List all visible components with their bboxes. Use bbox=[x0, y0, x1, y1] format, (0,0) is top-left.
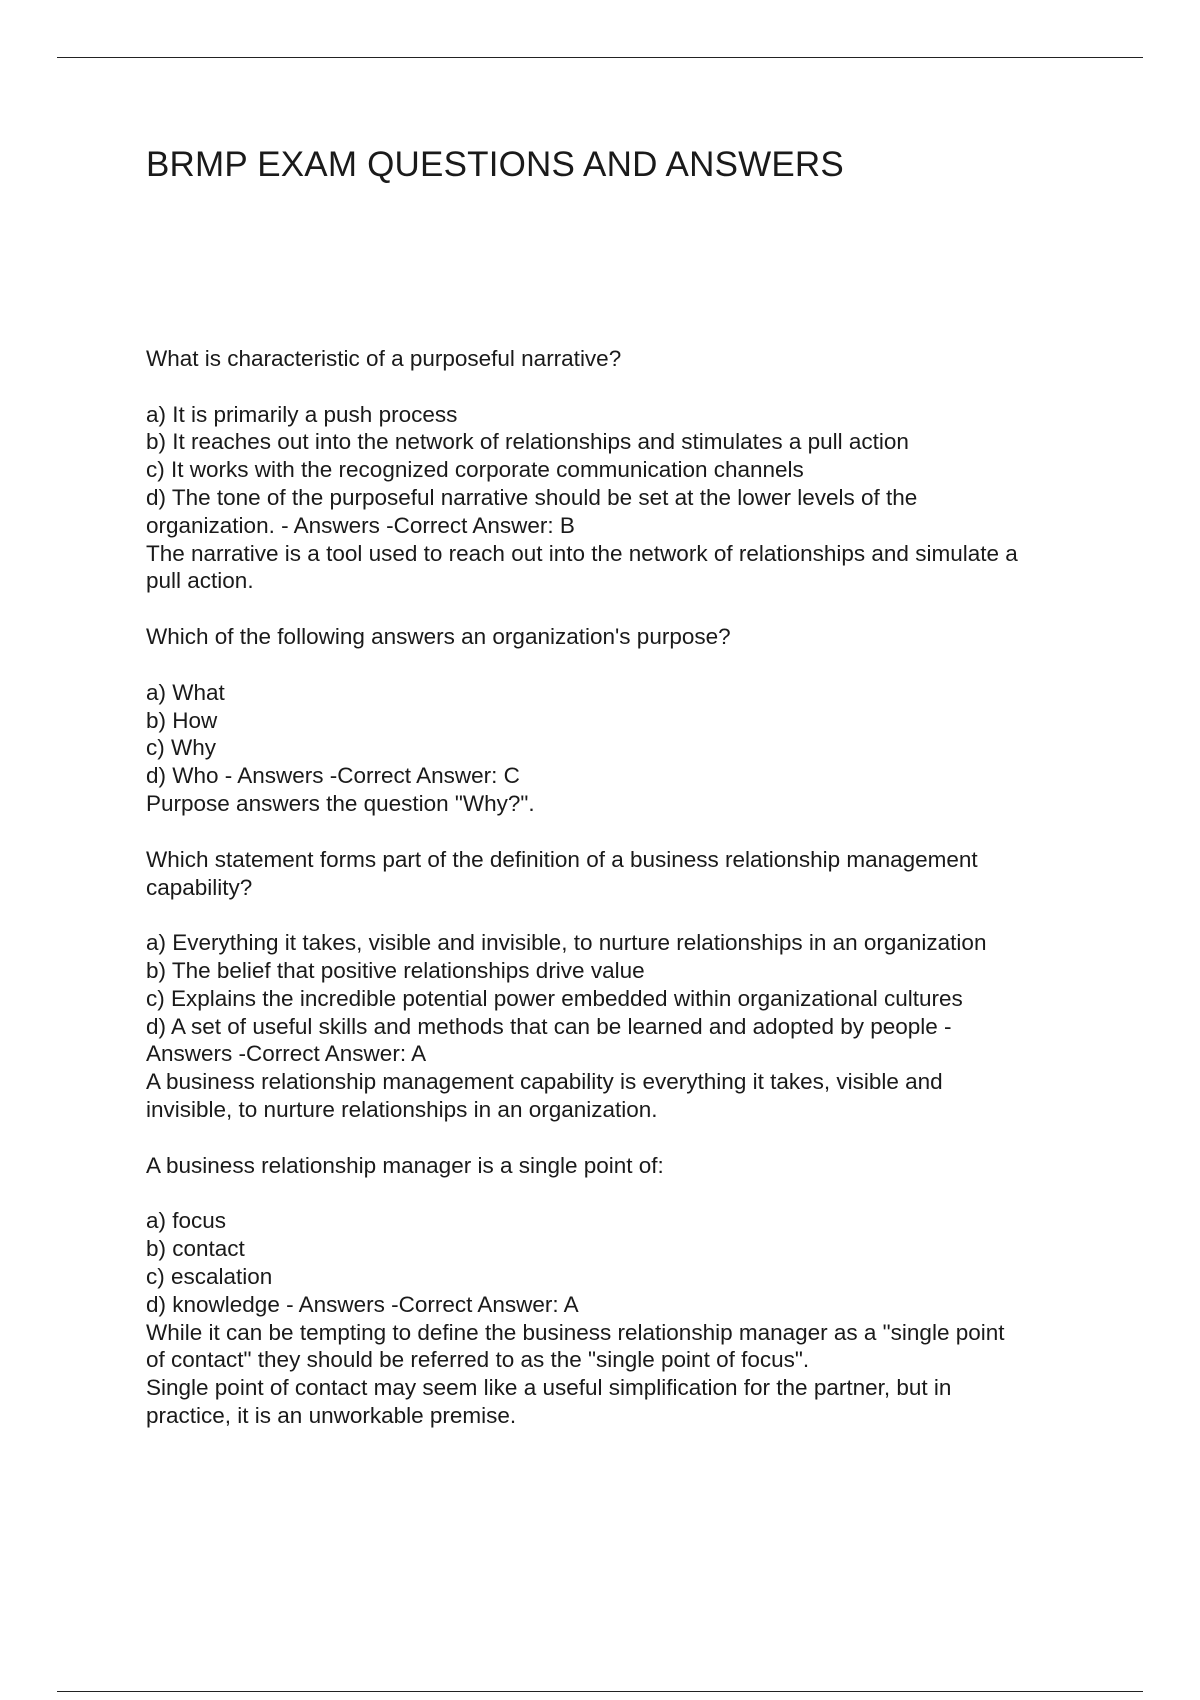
top-divider bbox=[57, 57, 1143, 58]
option-a: a) focus bbox=[146, 1208, 227, 1234]
explanation-line: Single point of contact may seem like a useful simplification for the partner, but in bbox=[146, 1375, 952, 1401]
option-d: d) The tone of the purposeful narrative should be set at the lower levels of the bbox=[146, 484, 918, 510]
option-a: a) What bbox=[146, 679, 225, 705]
page-title: BRMP EXAM QUESTIONS AND ANSWERS bbox=[146, 145, 844, 184]
option-c: c) It works with the recognized corporate communication channels bbox=[146, 457, 804, 483]
question-text: capability? bbox=[146, 874, 253, 900]
qa-block-1 bbox=[146, 345, 1106, 595]
option-c: c) Explains the incredible potential power embedded within organizational cultures bbox=[146, 985, 963, 1011]
answer-line: organization. - Answers -Correct Answer: B bbox=[146, 512, 575, 538]
spacer bbox=[146, 373, 1106, 401]
option-b: b) The belief that positive relationships drive value bbox=[146, 957, 645, 983]
option-c: c) Why bbox=[146, 735, 216, 761]
option-b: b) contact bbox=[146, 1236, 245, 1262]
explanation-line: Purpose answers the question "Why?". bbox=[146, 790, 535, 816]
answer-line: Answers -Correct Answer: A bbox=[146, 1041, 427, 1067]
qa-block-4 bbox=[146, 1152, 1106, 1430]
spacer bbox=[146, 901, 1106, 929]
option-d: d) A set of useful skills and methods that can be learned and adopted by people - bbox=[146, 1013, 952, 1039]
option-b: b) It reaches out into the network of relationships and stimulates a pull action bbox=[146, 429, 909, 455]
explanation-line: invisible, to nurture relationships in an organization. bbox=[146, 1096, 658, 1122]
bottom-divider bbox=[57, 1691, 1143, 1692]
option-c: c) escalation bbox=[146, 1263, 273, 1289]
qa-block-2 bbox=[146, 623, 1106, 818]
explanation-line: practice, it is an unworkable premise. bbox=[146, 1402, 517, 1428]
spacer bbox=[146, 651, 1106, 679]
answer-line: d) Who - Answers -Correct Answer: C bbox=[146, 763, 520, 789]
qa-block-3 bbox=[146, 846, 1106, 1124]
explanation-line: of contact" they should be referred to as the "single point of focus". bbox=[146, 1347, 810, 1373]
question-text: Which of the following answers an organization's purpose? bbox=[146, 624, 731, 650]
option-a: a) Everything it takes, visible and invisible, to nurture relationships in an organization bbox=[146, 930, 987, 956]
explanation-line: A business relationship management capability is everything it takes, visible and bbox=[146, 1069, 943, 1095]
question-text: What is characteristic of a purposeful narrative? bbox=[146, 346, 622, 371]
question-text: A business relationship manager is a single point of: bbox=[146, 1152, 664, 1178]
qa-content bbox=[146, 345, 1106, 1458]
option-a: a) It is primarily a push process bbox=[146, 401, 458, 427]
option-b: b) How bbox=[146, 707, 218, 733]
spacer bbox=[146, 1180, 1106, 1208]
question-text: Which statement forms part of the definition of a business relationship management bbox=[146, 846, 978, 872]
explanation-line: pull action. bbox=[146, 568, 254, 594]
answer-line: d) knowledge - Answers -Correct Answer: A bbox=[146, 1291, 579, 1317]
explanation-line: The narrative is a tool used to reach out into the network of relationships and simulate a bbox=[146, 540, 1018, 566]
explanation-line: While it can be tempting to define the business relationship manager as a "single point bbox=[146, 1319, 1005, 1345]
